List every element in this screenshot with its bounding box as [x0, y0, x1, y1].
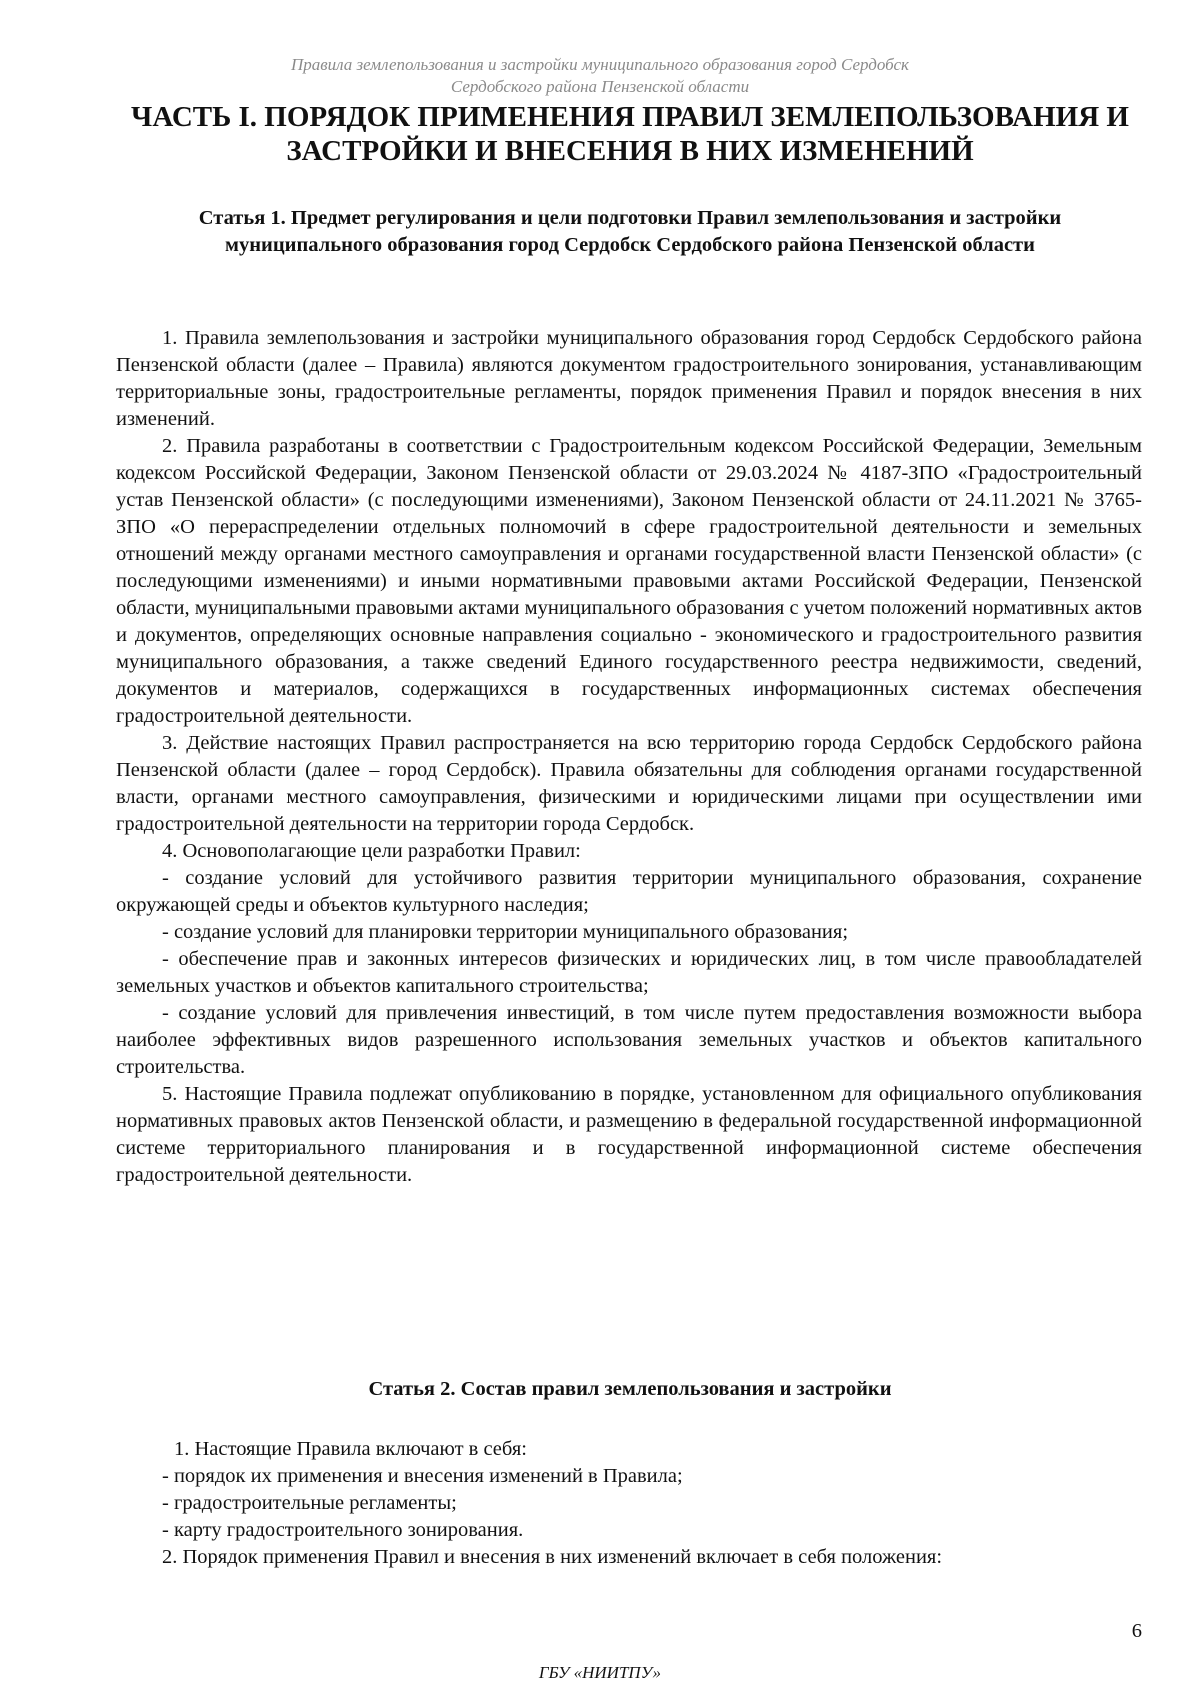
article-1-goal-2: - создание условий для планировки территории муниципального образования;: [162, 921, 849, 943]
article-1-title: Статья 1. Предмет регулирования и цели подготовки Правил землепользования и застройки муниципального образования город Сердобск Сердобского района Пензенской области: [198, 207, 1062, 256]
running-header-line-1: Правила землепользования и застройки муниципального образования город Сердобск: [290, 55, 909, 74]
article-2-line-2: - порядок их применения и внесения изменений в Правила;: [162, 1465, 683, 1487]
article-1-paragraph-1: 1. Правила землепользования и застройки муниципального образования город Сердобск Сердобского района Пензенской области (далее – Правила) являются документом градостроительного зонирования, устанавливающим территориальные зоны, градостроительные регламенты, порядок применения Правил и порядок внесения в них изменений.: [116, 327, 1142, 430]
article-1-body: [116, 325, 1142, 1189]
part-title: ЧАСТЬ I. ПОРЯДОК ПРИМЕНЕНИЯ ПРАВИЛ ЗЕМЛЕПОЛЬЗОВАНИЯ И ЗАСТРОЙКИ И ВНЕСЕНИЯ В НИХ ИЗМЕНЕНИЙ: [131, 101, 1129, 167]
article-2-title: Статья 2. Состав правил землепользования и застройки: [368, 1378, 892, 1400]
article-1-goal-4: - создание условий для привлечения инвестиций, в том числе путем предоставления возможности выбора наиболее эффективных видов разрешенного использования земельных участков и объектов капитального строительства.: [116, 1002, 1142, 1078]
running-header: [0, 54, 1200, 98]
article-1-goal-3: - обеспечение прав и законных интересов физических и юридических лиц, в том числе правообладателей земельных участков и объектов капитального строительства;: [116, 948, 1142, 997]
article-1-paragraph-3: 3. Действие настоящих Правил распространяется на всю территорию города Сердобск Сердобского района Пензенской области (далее – город Сердобск). Правила обязательны для соблюдения органами государственной власти, органами местного самоуправления, физическими и юридическими лицами при осуществлении ими градостроительной деятельности на территории города Сердобск.: [116, 732, 1142, 835]
article-1-paragraph-2: 2. Правила разработаны в соответствии с Градостроительным кодексом Российской Федерации, Земельным кодексом Российской Федерации, Законом Пензенской области от 29.03.2024 № 4187-ЗПО «Градостроительный устав Пензенской области» (с последующими изменениями), Законом Пензенской области от 24.11.2021 № 3765-ЗПО «О перераспределении отдельных полномочий в сфере градостроительной деятельности и земельных отношений между органами местного самоуправления и органами государственной власти Пензенской области» (с последующими изменениями) и иными нормативными правовыми актами Российской Федерации, Пензенской области, муниципальными правовыми актами муниципального образования с учетом положений нормативных актов и документов, определяющих основные направления социально - экономического и градостроительного развития муниципального образования, а также сведений Единого государственного реестра недвижимости, сведений, документов и материалов, содержащихся в государственных информационных системах обеспечения градостроительной деятельности.: [116, 435, 1142, 727]
article-1-paragraph-5: 5. Настоящие Правила подлежат опубликованию в порядке, установленном для официального опубликования нормативных правовых актов Пензенской области, и размещению в федеральной государственной информационной системе территориального планирования и в государственной информационной системе обеспечения градостроительной деятельности.: [116, 1083, 1142, 1186]
article-2-line-4: - карту градостроительного зонирования.: [162, 1519, 524, 1541]
page-number: 6: [1131, 1620, 1142, 1642]
running-header-line-2: Сердобского района Пензенской области: [450, 77, 750, 96]
article-1-paragraph-4: 4. Основополагающие цели разработки Правил:: [162, 840, 581, 862]
article-2-line-3: - градостроительные регламенты;: [162, 1492, 457, 1514]
article-2-line-1: 1. Настоящие Правила включают в себя:: [174, 1438, 527, 1460]
footer: ГБУ «НИИТПУ»: [538, 1663, 662, 1682]
article-1-goal-1: - создание условий для устойчивого развития территории муниципального образования, сохранение окружающей среды и объектов культурного наследия;: [116, 867, 1142, 916]
article-2-body: [116, 1436, 1142, 1571]
article-2-line-5: 2. Порядок применения Правил и внесения в них изменений включает в себя положения:: [162, 1546, 943, 1568]
